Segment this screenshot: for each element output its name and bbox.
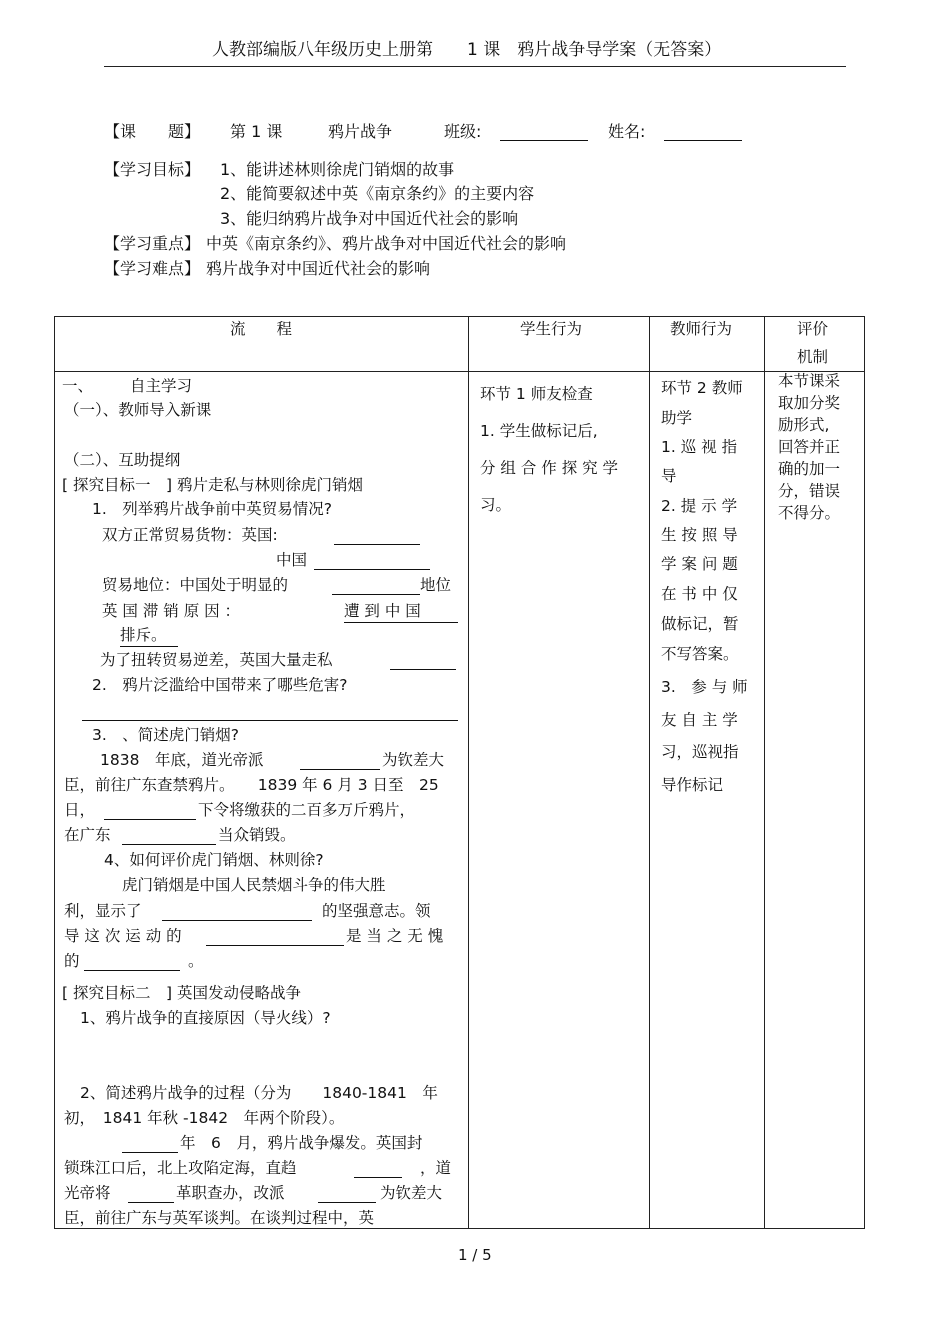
class-blank (500, 124, 588, 141)
teacher-step: 环节 2 教师 (661, 379, 743, 397)
q1-reason: 英 国 滞 销 原 因 ： (102, 602, 241, 620)
evaluation-line: 回答并正 (778, 438, 841, 456)
fill-blank (162, 904, 312, 921)
header-student: 学生行为 (520, 320, 583, 338)
goal-item: 2、能简要叙述中英《南京条约》的主要内容 (220, 184, 535, 203)
q4-line4-tail: 。 (188, 952, 204, 970)
teacher-step: 做标记，暂 (661, 615, 739, 633)
question-2: 2. 鸦片泛滥给中国带来了哪些危害? (92, 676, 348, 694)
teacher-step: 3. 参 与 师 (661, 678, 748, 696)
q1-status-tail: 地位 (420, 576, 452, 594)
q3-line3-tail: 下令将缴获的二百多万斤鸦片， (198, 801, 416, 819)
q4-line4: 的 (64, 952, 80, 970)
difficulty-text: 鸦片战争对中国近代社会的影响 (206, 259, 431, 278)
fill-blank (206, 929, 344, 946)
header-teacher: 教师行为 (670, 320, 733, 338)
fill-blank (318, 1186, 376, 1203)
teacher-step: 导作标记 (661, 776, 724, 794)
q3-line1: 1838 年底，道光帝派 (100, 751, 264, 769)
header-row-divider (54, 371, 865, 372)
q3-line1-tail: 为钦差大 (382, 751, 445, 769)
topic-label: 【课 题】 (104, 122, 201, 141)
fill-blank (122, 828, 216, 845)
goal2-question-2b: 初， 1841 年秋 -1842 年两个阶段）。 (64, 1109, 345, 1127)
header-evaluation: 评价 (797, 320, 829, 338)
teacher-step: 2. 提 示 学 (661, 497, 738, 515)
goal2-question-1: 1、鸦片战争的直接原因（导火线）? (80, 1009, 331, 1027)
q1-status: 贸易地位：中国处于明显的 (102, 576, 289, 594)
header-evaluation-2: 机制 (797, 348, 829, 366)
subsection: （二）、互助提纲 (64, 451, 181, 469)
goal-item: 3、能归纳鸦片战争对中国近代社会的影响 (220, 209, 519, 228)
question-1: 1. 列举鸦片战争前中英贸易情况? (92, 500, 333, 518)
fill-blank (122, 1136, 178, 1153)
q3-line4: 在广东 (64, 826, 111, 844)
student-step: 1. 学生做标记后, (480, 422, 598, 440)
lesson-number: 第 1 课 (230, 122, 283, 141)
key-label: 【学习重点】 (104, 234, 201, 253)
inquiry-goal-1: [ 探究目标一 ] 鸦片走私与林则徐虎门销烟 (62, 476, 363, 494)
g2-line4: 臣，前往广东与英军谈判。在谈判过程中，英 (64, 1209, 375, 1227)
answer-line (82, 704, 458, 721)
teacher-step: 1. 巡 视 指 (661, 438, 738, 456)
column-divider (468, 316, 469, 1229)
q4-line1: 虎门销烟是中国人民禁烟斗争的伟大胜 (122, 876, 386, 894)
name-blank (664, 124, 742, 141)
q4-line2: 利，显示了 (64, 902, 142, 920)
subsection: （一）、教师导入新课 (64, 401, 212, 419)
q4-line2-tail: 的坚强意志。领 (322, 902, 431, 920)
question-3: 3. 、简述虎门销烟? (92, 726, 240, 744)
q3-line3: 日， (64, 801, 96, 819)
g2-line3: 光帝将 (64, 1184, 111, 1202)
fill-blank (300, 753, 380, 770)
column-divider (649, 316, 650, 1229)
q3-line2: 臣，前往广东查禁鸦片。 1839 年 6 月 3 日至 25 (64, 776, 439, 794)
name-label: 姓名: (608, 122, 646, 141)
teacher-step: 助学 (661, 409, 693, 427)
fill-blank (390, 653, 456, 670)
g2-line3-tail: 为钦差大 (380, 1184, 443, 1202)
evaluation-line: 励形式, (778, 416, 830, 434)
q1-reason-tail: 排斥。 (120, 628, 178, 647)
header-process: 流 程 (230, 320, 293, 338)
fill-blank (314, 553, 430, 570)
q4-line3: 导 这 次 运 动 的 (64, 927, 182, 945)
student-step: 分 组 合 作 探 究 学 (480, 459, 619, 477)
evaluation-line: 本节课采 (778, 372, 841, 390)
student-step: 习。 (480, 496, 512, 514)
evaluation-line: 确的加一 (778, 460, 841, 478)
teacher-step: 在 书 中 仅 (661, 585, 738, 603)
key-text: 中英《南京条约》、鸦片战争对中国近代社会的影响 (206, 234, 567, 253)
question-4: 4、如何评价虎门销烟、林则徐? (104, 851, 324, 869)
difficulty-label: 【学习难点】 (104, 259, 201, 278)
teacher-step: 不写答案。 (661, 645, 739, 663)
q1-goods: 双方正常贸易货物：英国: (102, 526, 278, 544)
evaluation-line: 不得分。 (778, 504, 841, 522)
fill-blank (334, 528, 420, 545)
section-title: 自主学习 (130, 377, 193, 395)
goal2-question-2: 2、简述鸦片战争的过程（分为 1840-1841 年 (80, 1084, 438, 1102)
student-step: 环节 1 师友检查 (480, 385, 593, 403)
running-header: 人教部编版八年级历史上册第 1 课 鸦片战争导学案（无答案） (212, 40, 722, 60)
q1-china: 中国 (276, 551, 308, 569)
g2-line2-tail: ，道 (420, 1159, 452, 1177)
fill-blank (332, 578, 420, 595)
inquiry-goal-2: [ 探究目标二 ] 英国发动侵略战争 (62, 984, 301, 1002)
lesson-title: 鸦片战争 (328, 122, 393, 141)
goal-item: 1、能讲述林则徐虎门销烟的故事 (220, 160, 455, 179)
goals-label: 【学习目标】 (104, 160, 201, 179)
teacher-step: 生 按 照 导 (661, 526, 738, 544)
evaluation-line: 分，错误 (778, 482, 841, 500)
page-number: 1 / 5 (458, 1246, 492, 1264)
g2-line3-mid: 革职查办，改派 (176, 1184, 285, 1202)
q4-line3-tail: 是 当 之 无 愧 (346, 927, 444, 945)
q3-line4-tail: 当众销毁。 (218, 826, 296, 844)
fill-blank (84, 954, 180, 971)
fill-blank (104, 803, 196, 820)
q1-smuggle: 为了扭转贸易逆差，英国大量走私 (100, 651, 333, 669)
fill-blank (354, 1161, 402, 1178)
section-number: 一、 (62, 377, 94, 395)
column-divider (764, 316, 765, 1229)
evaluation-line: 取加分奖 (778, 394, 841, 412)
g2-line1: 年 6 月，鸦片战争爆发。英国封 (180, 1134, 423, 1152)
teacher-step: 习，巡视指 (661, 743, 739, 761)
teacher-step: 导 (661, 467, 677, 485)
teacher-step: 学 案 问 题 (661, 555, 738, 573)
teacher-step: 友 自 主 学 (661, 711, 738, 729)
fill-blank (128, 1186, 174, 1203)
g2-line2: 锁珠江口后，北上攻陷定海，直趋 (64, 1159, 297, 1177)
header-rule (104, 66, 846, 67)
q1-reason-fill: 遭 到 中 国 (344, 604, 458, 623)
class-label: 班级: (444, 122, 482, 141)
